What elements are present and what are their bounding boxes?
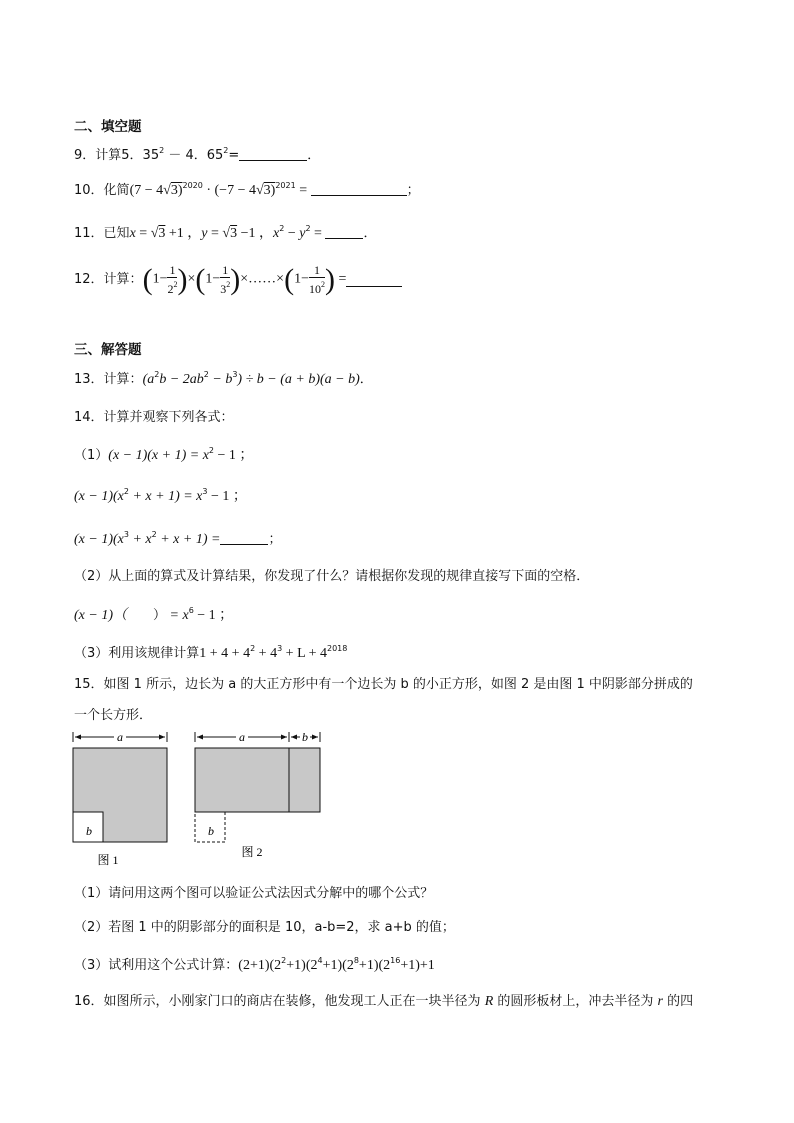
- q15-e4: 16: [390, 956, 401, 965]
- paren-close: ): [230, 263, 241, 296]
- q15-s3b: +1)(2: [286, 958, 318, 973]
- figure-2: [188, 728, 326, 862]
- answer-blank: [311, 183, 407, 196]
- fraction: [309, 264, 325, 296]
- q15-s3c: +1)(2: [322, 958, 354, 973]
- question-12: [74, 264, 402, 296]
- answer-blank: [346, 274, 402, 287]
- numerator: 1: [222, 263, 229, 277]
- question-number: 12．: [74, 272, 104, 288]
- q15-e2: 4: [317, 956, 323, 965]
- q15-text1: 如图 1 所示，边长为 a 的大正方形中有一个边长为 b 的小正方形，如图 2 是由图 1 中阴影部分拼成的: [103, 677, 693, 692]
- q14-l5e3: 2018: [327, 644, 348, 653]
- var-r: r: [657, 994, 663, 1009]
- q14-l1end: − 1 ；: [214, 448, 254, 463]
- q13-p4: ) ÷ b − (a + b)(a − b): [237, 372, 360, 387]
- question-number: 11．: [74, 226, 104, 241]
- q11-text: 已知: [103, 226, 130, 241]
- q9-mid: － 4．65: [164, 148, 224, 163]
- answer-blank: [325, 226, 363, 239]
- arrow-right: [312, 735, 318, 740]
- q13-p2: b − 2ab: [159, 372, 204, 387]
- q10-expr4: 3): [263, 183, 276, 198]
- q10-dot: ·: [202, 183, 215, 198]
- paren-open: (: [142, 263, 153, 296]
- q15-text2: 一个长方形．: [74, 708, 153, 723]
- q13-e2: 2: [203, 370, 209, 379]
- q14-l2a: (x − 1)(x: [74, 489, 124, 504]
- question-15: [74, 677, 693, 693]
- var-R: R: [484, 994, 494, 1009]
- sqrt-symbol: √: [150, 226, 159, 241]
- q14-l2b: + x + 1) = x: [128, 489, 203, 504]
- q15-s3d: +1)(2: [358, 958, 391, 973]
- arrow-left: [197, 735, 203, 740]
- q11-eq3: =: [310, 226, 326, 241]
- var-x: x: [273, 226, 280, 241]
- q12-eq: =: [334, 271, 347, 287]
- label-a: a: [117, 730, 123, 744]
- fraction: [220, 264, 230, 296]
- label-b: b: [208, 824, 214, 838]
- var-y: y: [299, 226, 306, 241]
- q12-one: 1−: [205, 271, 221, 287]
- q13-p3: − b: [208, 372, 233, 387]
- question-number: 9．: [74, 148, 96, 163]
- q14-l4a: (x − 1)（: [74, 608, 127, 623]
- var-y: y: [201, 226, 208, 241]
- q10-text: 化简: [103, 183, 130, 198]
- paren-open: (: [195, 263, 206, 296]
- label-a: a: [239, 730, 245, 744]
- answer-blank: [220, 532, 268, 545]
- q11-exp1: 2: [279, 224, 285, 233]
- q14-l4end: − 1 ；: [193, 608, 234, 623]
- label-b: b: [86, 824, 92, 838]
- q14-line-1: [74, 446, 253, 465]
- question-number: 14．: [74, 410, 104, 425]
- sqrt-symbol: √: [255, 183, 264, 198]
- denominator-exp: 2: [173, 280, 178, 289]
- q14-l4b: ）: [153, 608, 167, 623]
- paren-close: ): [177, 263, 188, 296]
- q14-line-2: [74, 487, 247, 506]
- question-10: [74, 181, 420, 200]
- q11-p8: −1 ，: [237, 226, 273, 241]
- q14-l3b: + x: [128, 532, 152, 547]
- q14-part-3: [74, 644, 347, 663]
- q15-s3expr: (2+1)(2: [238, 958, 282, 973]
- numerator: 1: [169, 263, 176, 277]
- q9-text: 计算5．35: [95, 148, 160, 163]
- q11-eq1: =: [135, 226, 151, 241]
- question-16: [74, 994, 693, 1011]
- q11-rad2: 3: [230, 226, 238, 241]
- q9-eq: =: [228, 148, 240, 163]
- q12-one: 1−: [152, 271, 168, 287]
- rect-right: [289, 748, 320, 812]
- question-number: 16．: [74, 994, 104, 1009]
- q14-line-4: [74, 606, 233, 625]
- q9-end: ．: [307, 148, 321, 163]
- ellipsis-times: ×……×: [240, 271, 285, 287]
- sub-label: （1）: [74, 448, 109, 463]
- q15-e1: 2: [281, 956, 287, 965]
- q14-l3e1: 3: [123, 530, 129, 539]
- arrow-right: [159, 735, 165, 740]
- q15-s3e: +1)+1: [400, 958, 435, 973]
- q13-e3: 3: [232, 370, 238, 379]
- q14-line-3: [74, 530, 281, 549]
- q15-sub-2: （2）若图 1 中的阴影部分的面积是 10，a-b=2，求 a+b 的值；: [74, 920, 455, 935]
- numerator: 1: [309, 264, 325, 278]
- q11-minus: −: [284, 226, 300, 241]
- question-number: 10．: [74, 183, 104, 198]
- q13-e1: 2: [154, 370, 160, 379]
- q10-expr2: 3): [170, 183, 183, 198]
- q14-l5a: 1 + 4 + 4: [199, 646, 251, 661]
- q10-eq: =: [295, 183, 311, 198]
- q12-one: 1−: [294, 271, 309, 287]
- q16-text2: 的圆形板材上，冲去半径为: [493, 994, 658, 1009]
- q14-l3e2: 2: [151, 530, 157, 539]
- q11-end: ．: [363, 226, 377, 241]
- answer-blank: [239, 148, 307, 161]
- q14-l1e: 2: [208, 446, 215, 455]
- q16-text: 如图所示，小刚家门口的商店在装修，他发现工人正在一块半径为: [103, 994, 485, 1009]
- q14-l2e1: 2: [123, 487, 129, 496]
- question-11: [74, 224, 376, 243]
- q10-end: ；: [406, 183, 420, 198]
- q14-l4c: = x: [166, 608, 189, 623]
- q15-sub-3: [74, 956, 435, 975]
- paren-open: (: [284, 263, 295, 296]
- q14-l5b: + 4: [255, 646, 278, 661]
- q14-q3: （3）利用该规律计算: [74, 646, 200, 661]
- denominator-exp: 2: [320, 280, 325, 289]
- q16-text3: 的四: [662, 994, 694, 1009]
- arrow-left: [291, 735, 297, 740]
- question-number: 15．: [74, 677, 104, 692]
- q15-s3: （3）试利用这个公式计算：: [74, 958, 239, 973]
- section-heading-solve: 三、解答题: [74, 342, 142, 358]
- var-x: x: [129, 226, 136, 241]
- q14-l3a: (x − 1)(x: [74, 532, 124, 547]
- q14-l5c: + L + 4: [282, 646, 327, 661]
- q14-l4e: 6: [188, 606, 194, 615]
- denominator: 2: [167, 282, 174, 296]
- question-9: [74, 146, 320, 164]
- section-heading-fill: 二、填空题: [74, 119, 142, 135]
- q13-text: 计算：: [103, 372, 143, 387]
- paren-close: ): [324, 263, 335, 296]
- q14-text: 计算并观察下列各式：: [103, 410, 234, 425]
- q13-end: ．: [359, 372, 373, 387]
- question-14: [74, 410, 234, 426]
- arrow-left: [75, 735, 81, 740]
- q14-l3c: + x + 1) =: [156, 532, 221, 547]
- caption-fig2: 图 2: [241, 845, 263, 859]
- q11-p4: +1 ，: [165, 226, 202, 241]
- label-b-top: b: [302, 730, 308, 744]
- q11-eq2: =: [207, 226, 223, 241]
- q14-l2end: − 1 ；: [207, 489, 247, 504]
- sqrt-symbol: √: [163, 183, 171, 198]
- denominator-exp: 2: [226, 280, 231, 289]
- q10-expr1: (7 − 4: [129, 183, 164, 198]
- q9-exp2: 2: [223, 146, 229, 155]
- question-13: [74, 370, 373, 389]
- q15-e3: 8: [353, 956, 359, 965]
- q12-text: 计算：: [103, 272, 143, 288]
- q10-exp2: 2021: [275, 181, 296, 190]
- q11-exp2: 2: [305, 224, 311, 233]
- caption-fig1: 图 1: [97, 853, 119, 867]
- q14-l5e2: 3: [277, 644, 283, 653]
- q14-l2e2: 3: [202, 487, 208, 496]
- q9-exp1: 2: [159, 146, 165, 155]
- q13-p1: (a: [142, 372, 155, 387]
- denominator: 3: [220, 282, 227, 296]
- fraction: [167, 264, 177, 296]
- times-sign: ×: [187, 271, 196, 287]
- denominator: 10: [308, 282, 321, 296]
- q14-l3end: ；: [268, 532, 282, 547]
- figure-1: [66, 728, 178, 868]
- q10-exp1: 2020: [182, 181, 203, 190]
- q14-l1: (x − 1)(x + 1) = x: [108, 448, 209, 463]
- q15-sub-1: （1）请问用这两个图可以验证公式法因式分解中的哪个公式？: [74, 886, 434, 901]
- question-number: 13．: [74, 372, 104, 387]
- rect-left: [195, 748, 289, 812]
- arrow-right: [281, 735, 287, 740]
- q10-expr3: (−7 − 4: [214, 183, 256, 198]
- q14-l5e1: 2: [250, 644, 256, 653]
- sqrt-symbol: √: [222, 226, 231, 241]
- q14-part-2: （2）从上面的算式及计算结果，你发现了什么？请根据你发现的规律直接写下面的空格．: [74, 569, 590, 584]
- q11-rad1: 3: [158, 226, 166, 241]
